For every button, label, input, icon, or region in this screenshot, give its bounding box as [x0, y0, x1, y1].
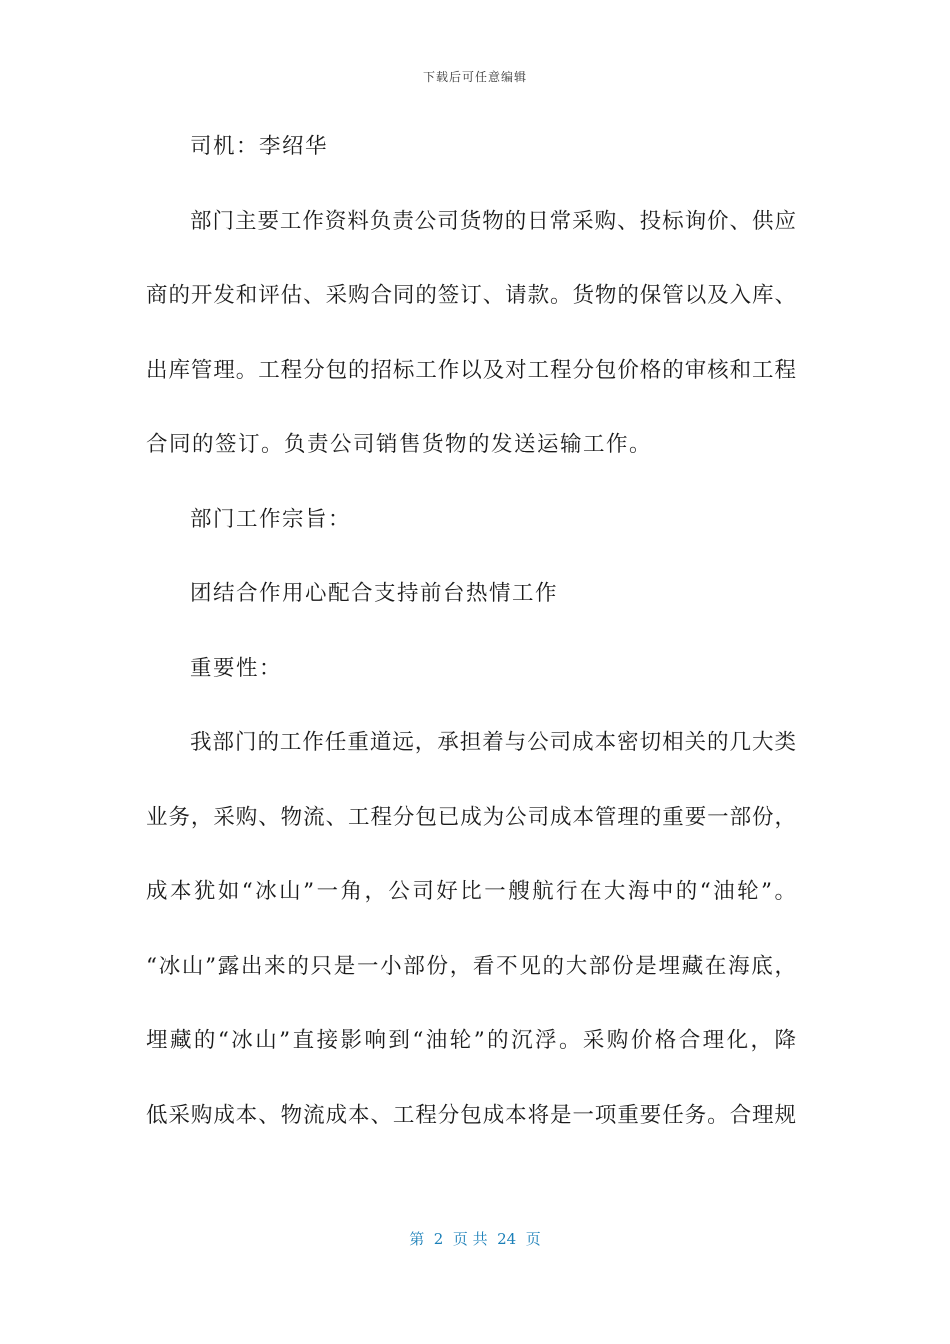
paragraph-line: 埋藏的“冰山”直接影响到“油轮”的沉浮。采购价格合理化，降 [146, 1028, 796, 1053]
paragraph-line: 我部门的工作任重道远，承担着与公司成本密切相关的几大类 [190, 730, 796, 755]
paragraph-line: “冰山”露出来的只是一小部份，看不见的大部份是埋藏在海底， [146, 953, 796, 979]
page-number-footer: 第 2 页 共 24 页 [409, 1230, 541, 1248]
paragraph-line: 成本犹如“冰山”一角，公司好比一艘航行在大海中的“油轮”。 [146, 879, 796, 904]
body-text [146, 129, 796, 1172]
paragraph-line: 司机：李绍华 [190, 134, 329, 159]
paragraph-line: 团结合作用心配合支持前台热情工作 [190, 581, 559, 606]
paragraph-line: 部门工作宗旨： [190, 506, 352, 532]
paragraph-line: 部门主要工作资料负责公司货物的日常采购、投标询价、供应 [190, 208, 796, 234]
header-note: 下载后可任意编辑 [422, 70, 527, 84]
paragraph-line: 合同的签订。负责公司销售货物的发送运输工作。 [146, 432, 653, 457]
paragraph-line: 重要性： [190, 655, 283, 681]
paragraph-line: 商的开发和评估、采购合同的签订、请款。货物的保管以及入库、 [146, 283, 796, 308]
paragraph-line: 低采购成本、物流成本、工程分包成本将是一项重要任务。合理规 [146, 1102, 796, 1128]
paragraph-line: 业务，采购、物流、工程分包已成为公司成本管理的重要一部份， [146, 804, 796, 830]
paragraph-line: 出库管理。工程分包的招标工作以及对工程分包价格的审核和工程 [146, 357, 796, 383]
